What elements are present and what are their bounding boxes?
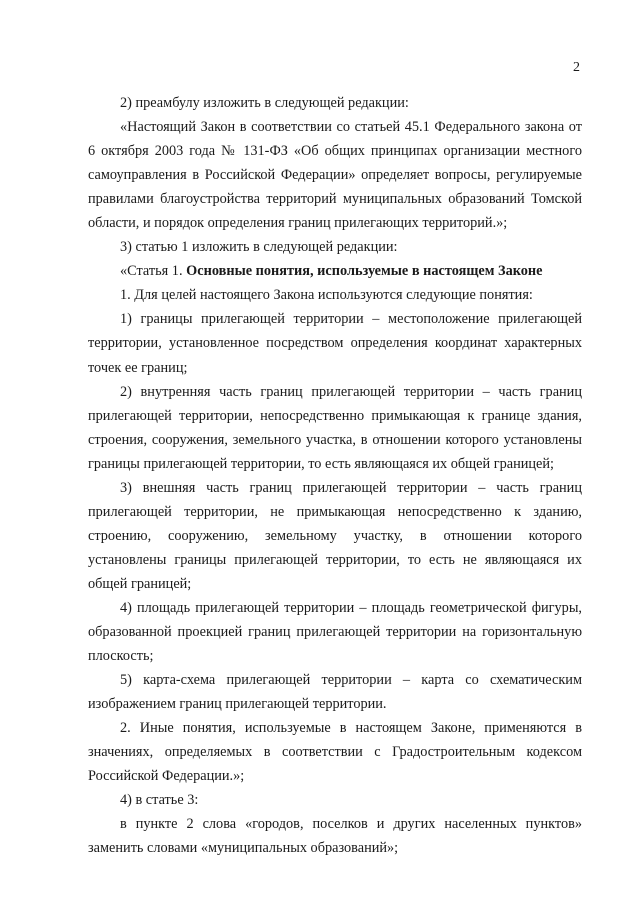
paragraph: «Настоящий Закон в соответствии со статьей 45.1 Федерального закона от 6 октября 2003 года № 131-ФЗ «Об общих принципах организации местного самоуправления в Российской Федерации» определяет вопросы, регулируемые правилами благоустройства территорий муниципальных образований Томской области, и порядок определения границ прилегающих территорий.»;: [88, 119, 582, 232]
page-number: 2: [573, 60, 580, 75]
paragraph: 4) площадь прилегающей территории – площадь геометрической фигуры, образованной проекцией границ прилегающей территории на горизонтальную плоскость;: [88, 599, 582, 665]
paragraph: 5) карта-схема прилегающей территории – карта со схематическим изображением границ прилегающей территории.: [88, 672, 582, 713]
article-heading-title: Основные понятия, используемые в настоящем Законе: [186, 263, 543, 280]
paragraph: 3) внешняя часть границ прилегающей территории – часть границ прилегающей территории, не примыкающая непосредственно к зданию, строению, сооружению, земельному участку, в отношении которого установлены границы прилегающей территории, то есть не являющаяся их общей границей;: [88, 479, 582, 592]
paragraph: 4) в статье 3:: [120, 792, 199, 809]
paragraph: 2) внутренняя часть границ прилегающей территории – часть границ прилегающей территории, непосредственно примыкающая к границе здания, строения, сооружения, земельного участка, в отношении которого установлены границы прилегающей территории, то есть являющаяся их общей границей;: [88, 383, 582, 472]
article-heading: [88, 259, 582, 283]
paragraph: 1) границы прилегающей территории – местоположение прилегающей территории, установленное посредством определения координат характерных точек ее границ;: [88, 311, 582, 376]
paragraph: 2) преамбулу изложить в следующей редакции:: [120, 95, 409, 111]
paragraph: 3) статью 1 изложить в следующей редакции:: [120, 239, 398, 256]
paragraph: в пункте 2 слова «городов, поселков и других населенных пунктов» заменить словами «муниципальных образований»;: [88, 816, 582, 857]
document-body: [88, 91, 582, 861]
paragraph: 2. Иные понятия, используемые в настоящем Законе, применяются в значениях, определяемых в соответствии с Градостроительным кодексом Российской Федерации.»;: [88, 720, 582, 785]
article-heading-prefix: «Статья 1.: [120, 263, 183, 280]
paragraph: 1. Для целей настоящего Закона используются следующие понятия:: [120, 287, 533, 304]
